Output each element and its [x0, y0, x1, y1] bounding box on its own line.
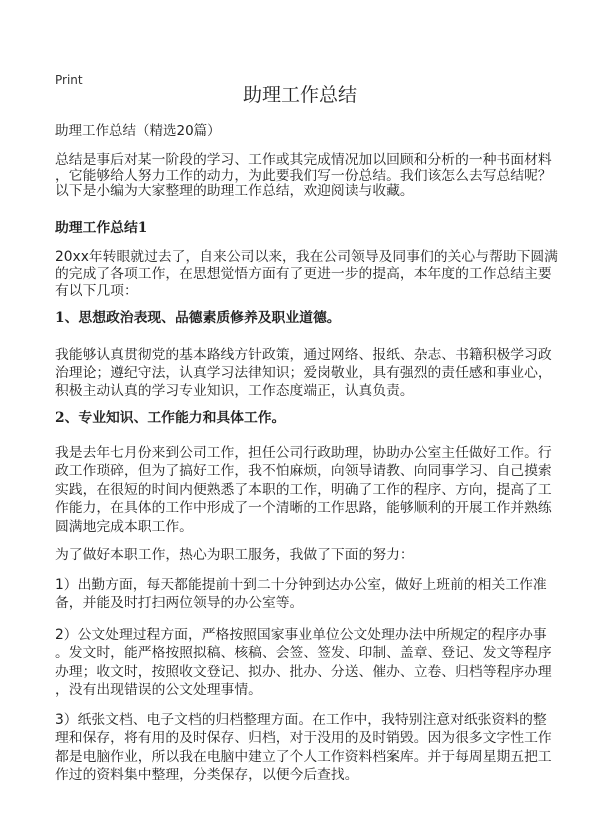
paragraph-3	[55, 546, 414, 564]
text-line: 政工作琐碎，但为了搞好工作，我不怕麻烦，向领导请教、向同事学习、自己摸索	[55, 463, 552, 480]
text-line: 我是去年七月份来到公司工作，担任公司行政助理，协助办公室主任做好工作。行	[55, 445, 552, 461]
text-line: 办理；收文时，按照收文登记、拟办、批办、分送、催办、立卷、归档等程序办理	[55, 663, 552, 680]
list-item-3	[55, 711, 552, 785]
print-link[interactable]: Print	[55, 73, 83, 87]
paragraph-1	[55, 346, 552, 400]
text-line: 1）出勤方面，每天都能提前十到二十分钟到达办公室，做好上班前的相关工作准	[55, 577, 547, 593]
text-line: 有以下几项：	[55, 283, 138, 299]
text-line: 的完成了各项工作，在思想觉悟方面有了更进一步的提高，本年度的工作总结主要	[55, 266, 552, 282]
text-line: ，没有出现错误的公文处理事情。	[55, 682, 262, 699]
text-line: 3）纸张文档、电子文档的归档整理方面。在工作中，我特别注意对纸张资料的整	[55, 712, 547, 728]
text-line: ，它能够给人努力工作的动力，为此要我们写一份总结。我们该怎么去写总结呢？	[55, 167, 552, 184]
text-line: 实践，在很短的时间内便熟悉了本职的工作，明确了工作的程序、方向，提高了工	[55, 481, 552, 498]
text-line: 20xx年转眼就过去了，自来公司以来，我在公司领导及同事们的关心与帮助下圆满	[55, 249, 558, 265]
text-line: 积极主动认真的学习专业知识，工作态度端正，认真负责。	[55, 383, 414, 399]
paragraph-2	[55, 444, 552, 536]
section-heading: 助理工作总结1	[55, 220, 148, 236]
list-item-2	[55, 626, 552, 700]
document-subtitle: 助理工作总结（精选20篇）	[55, 123, 221, 139]
text-line: 作过的资料集中整理，分类保存，以便今后查找。	[55, 767, 359, 784]
heading-2: 2、专业知识、工作能力和具体工作。	[55, 410, 286, 426]
text-line: 理和保存，将有用的及时保存、归档，对于没用的及时销毁。因为很多文字性工作	[55, 730, 552, 747]
text-line: 为了做好本职工作，热心为职工服务，我做了下面的努力：	[55, 547, 414, 563]
text-line: 圆满地完成本职工作。	[55, 518, 193, 535]
text-line: 。发文时，能严格按照拟稿、核稿、会签、签发、印制、盖章、登记、发文等程序	[55, 645, 552, 662]
heading-1: 1、思想政治表现、品德素质修养及职业道德。	[55, 310, 341, 326]
intro-paragraph	[55, 153, 552, 200]
text-line: 以下是小编为大家整理的助理工作总结，欢迎阅读与收藏。	[55, 183, 414, 199]
text-line: 2）公文处理过程方面，严格按照国家事业单位公文处理办法中所规定的程序办事	[55, 627, 547, 643]
text-line: 治理论；遵纪守法，认真学习法律知识；爱岗敬业，具有强烈的责任感和事业心，	[55, 365, 552, 381]
text-line: 总结是事后对某一阶段的学习、工作或其完成情况加以回顾和分析的一种书面材料	[55, 152, 552, 168]
opening-paragraph	[55, 249, 558, 300]
text-line: 都是电脑作业，所以我在电脑中建立了个人工作资料档案库。并于每周星期五把工	[55, 748, 552, 765]
list-item-1	[55, 576, 547, 612]
text-line: 我能够认真贯彻党的基本路线方针政策，通过网络、报纸、杂志、书籍积极学习政	[55, 347, 552, 363]
text-line: 备，并能及时打扫两位领导的办公室等。	[55, 595, 304, 611]
text-line: 作能力，在具体的工作中形成了一个清晰的工作思路，能够顺利的开展工作并熟练	[55, 500, 552, 517]
document-title: 助理工作总结	[242, 84, 357, 106]
